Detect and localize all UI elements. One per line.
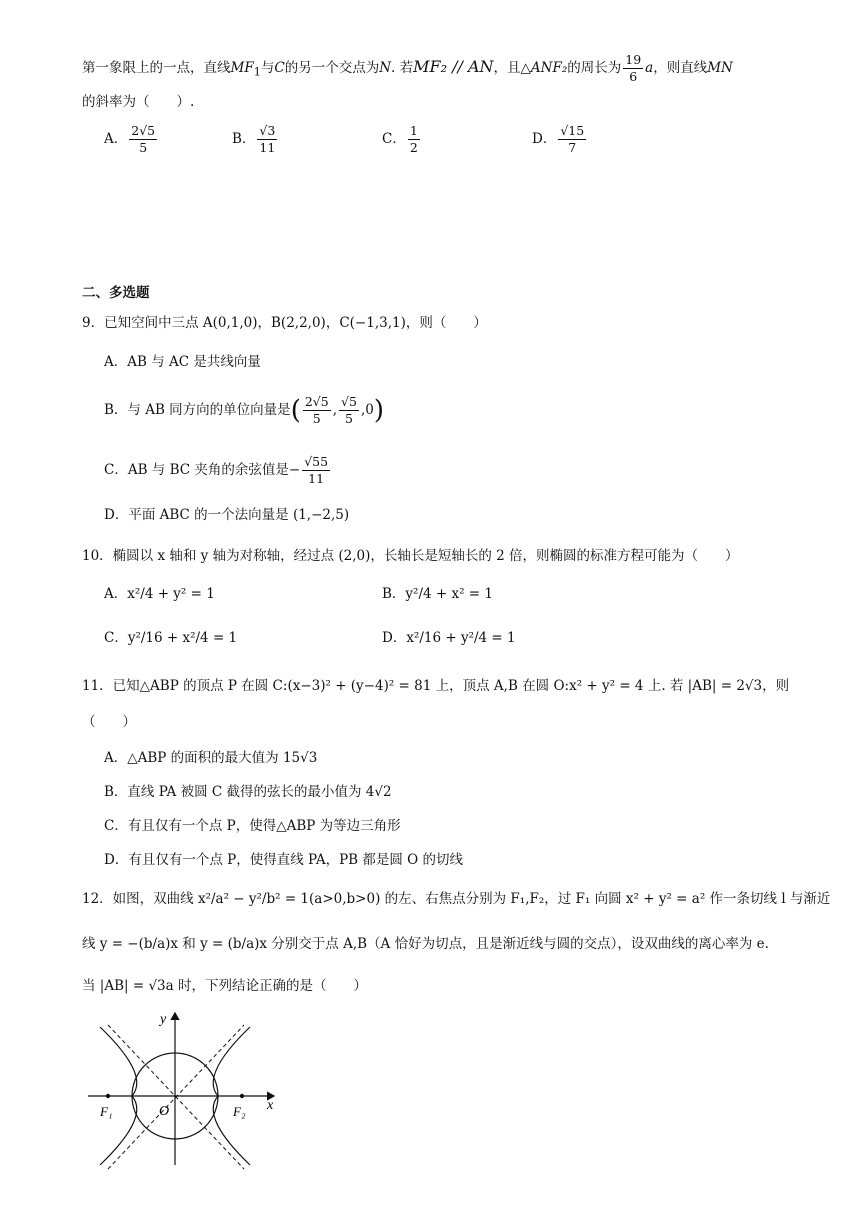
q8-text-e: 的另一个交点为 xyxy=(284,60,380,76)
frac-num: √5 xyxy=(341,394,357,409)
minus-sign: − xyxy=(288,462,301,478)
q11-option-d[interactable]: D．有且仅有一个点 P，使得直线 PA，PB 都是圆 O 的切线 xyxy=(104,852,464,868)
paren-close: ) xyxy=(373,395,384,426)
frac-den: 5 xyxy=(312,411,321,426)
q8-text-k: 的周长为 xyxy=(567,60,622,76)
option-frac xyxy=(257,124,277,155)
frac-num: 1 xyxy=(409,123,418,138)
option-frac xyxy=(303,395,331,426)
q10-option-c[interactable]: C．y²/16 + x²/4 = 1 xyxy=(104,630,238,646)
q9-option-d[interactable]: D．平面 ABC 的一个法向量是 (1,−2,5) xyxy=(104,507,350,523)
q8-text-a: 第一象限上的一点，直线 xyxy=(82,60,231,76)
hyperbola-figure xyxy=(78,1005,288,1177)
q8-option-a[interactable] xyxy=(104,124,159,155)
option-label: D． xyxy=(532,131,557,147)
q10-option-d[interactable]: D．x²/16 + y²/4 = 1 xyxy=(382,630,516,646)
axis-x-label: x xyxy=(267,1098,274,1113)
option-frac xyxy=(408,124,420,155)
q8-option-d[interactable] xyxy=(532,124,588,155)
q9-option-a[interactable]: A．AB 与 AC 是共线向量 xyxy=(104,354,261,370)
focus-f2-point xyxy=(240,1094,244,1098)
option-frac xyxy=(339,395,359,426)
option-text: B．与 AB 同方向的单位向量是 xyxy=(104,402,291,418)
q9-option-c[interactable] xyxy=(104,452,332,488)
q8-text-i: ，且△ xyxy=(493,60,531,76)
q8-text-c: 与 xyxy=(260,60,275,76)
q11-stem: 11．已知△ABP 的顶点 P 在圆 C:(x−3)² + (y−4)² = 81 上，顶点 A,B 在圆 O:x² + y² = 4 上. 若 |AB| = 2√3，则 xyxy=(82,678,790,694)
option-label: A． xyxy=(104,131,128,147)
frac-den: 6 xyxy=(629,69,638,84)
vec-tail: ,0 xyxy=(360,402,374,418)
frac-den: 5 xyxy=(139,140,148,155)
frac-num: √15 xyxy=(560,123,585,138)
frac-num: 2√5 xyxy=(131,123,156,138)
q8-line2: 的斜率为（ ）. xyxy=(82,94,195,110)
q8-text-g: . 若 xyxy=(391,60,414,76)
option-label: B． xyxy=(232,131,256,147)
q8-anf2: ANF₂ xyxy=(530,60,568,76)
focus-f2-label: F₂ xyxy=(233,1104,246,1119)
q12-stem-3: 当 |AB| = √3a 时，下列结论正确的是（ ） xyxy=(82,978,367,994)
option-frac xyxy=(129,124,157,155)
q10-option-b[interactable]: B．y²/4 + x² = 1 xyxy=(382,586,493,602)
q8-c: C xyxy=(274,60,285,76)
focus-f1-point xyxy=(106,1094,110,1098)
q8-a: a xyxy=(645,60,654,76)
paren-open: ( xyxy=(290,395,301,426)
option-frac xyxy=(302,455,330,486)
frac-den: 7 xyxy=(568,140,577,155)
frac-den: 11 xyxy=(308,471,325,486)
q10-stem: 10．椭圆以 x 轴和 y 轴为对称轴，经过点 (2,0)，长轴长是短轴长的 2 倍，则椭圆的标准方程可能为（ ） xyxy=(82,548,739,564)
q8-line1 xyxy=(82,53,733,84)
q11-option-b[interactable]: B．直线 PA 被圆 C 截得的弦长的最小值为 4√2 xyxy=(104,784,392,800)
option-frac xyxy=(558,124,586,155)
q9-option-b[interactable] xyxy=(104,392,384,429)
q8-n: N xyxy=(379,60,392,76)
option-text: C．AB 与 BC 夹角的余弦值是 xyxy=(104,462,289,478)
frac-num: √3 xyxy=(259,123,276,138)
q11-stem-2: （ ） xyxy=(82,714,136,730)
frac-num: 19 xyxy=(625,52,642,67)
q8-text-m: ，则直线 xyxy=(653,60,708,76)
origin-label: O xyxy=(159,1104,170,1119)
frac-num: √55 xyxy=(304,454,329,469)
q8-parallel: MF₂ // AN xyxy=(413,57,494,76)
q8-option-c[interactable] xyxy=(382,124,422,155)
q11-option-a[interactable]: A．△ABP 的面积的最大值为 15√3 xyxy=(104,750,318,766)
q8-mf1-sub: 1 xyxy=(253,65,261,79)
q8-perimeter-frac xyxy=(623,53,643,84)
q8-mf1: MF xyxy=(230,60,254,76)
option-label: C． xyxy=(382,131,406,147)
axis-y-label: y xyxy=(160,1012,167,1027)
focus-f1-label: F₁ xyxy=(100,1104,113,1119)
frac-den: 11 xyxy=(259,140,276,155)
frac-num: 2√5 xyxy=(304,394,329,409)
section-title: 二、多选题 xyxy=(82,285,150,301)
q10-option-a[interactable]: A．x²/4 + y² = 1 xyxy=(104,586,215,602)
q12-stem-1: 12．如图，双曲线 x²/a² − y²/b² = 1(a>0,b>0) 的左、右焦点分别为 F₁,F₂，过 F₁ 向圆 x² + y² = a² 作一条切线 l 与渐近 xyxy=(82,891,831,907)
q12-stem-2: 线 y = −(b/a)x 和 y = (b/a)x 分别交于点 A,B（A 恰好为切点，且是渐近线与圆的交点），设双曲线的离心率为 e. xyxy=(82,936,769,952)
q8-mn: MN xyxy=(707,60,733,76)
frac-den: 2 xyxy=(409,140,418,155)
q9-stem: 9．已知空间中三点 A(0,1,0)，B(2,2,0)，C(−1,3,1)，则（ ） xyxy=(82,315,487,331)
comma: , xyxy=(332,402,338,418)
q11-option-c[interactable]: C．有且仅有一个点 P，使得△ABP 为等边三角形 xyxy=(104,818,401,834)
q8-option-b[interactable] xyxy=(232,124,279,155)
frac-den: 5 xyxy=(345,411,353,426)
